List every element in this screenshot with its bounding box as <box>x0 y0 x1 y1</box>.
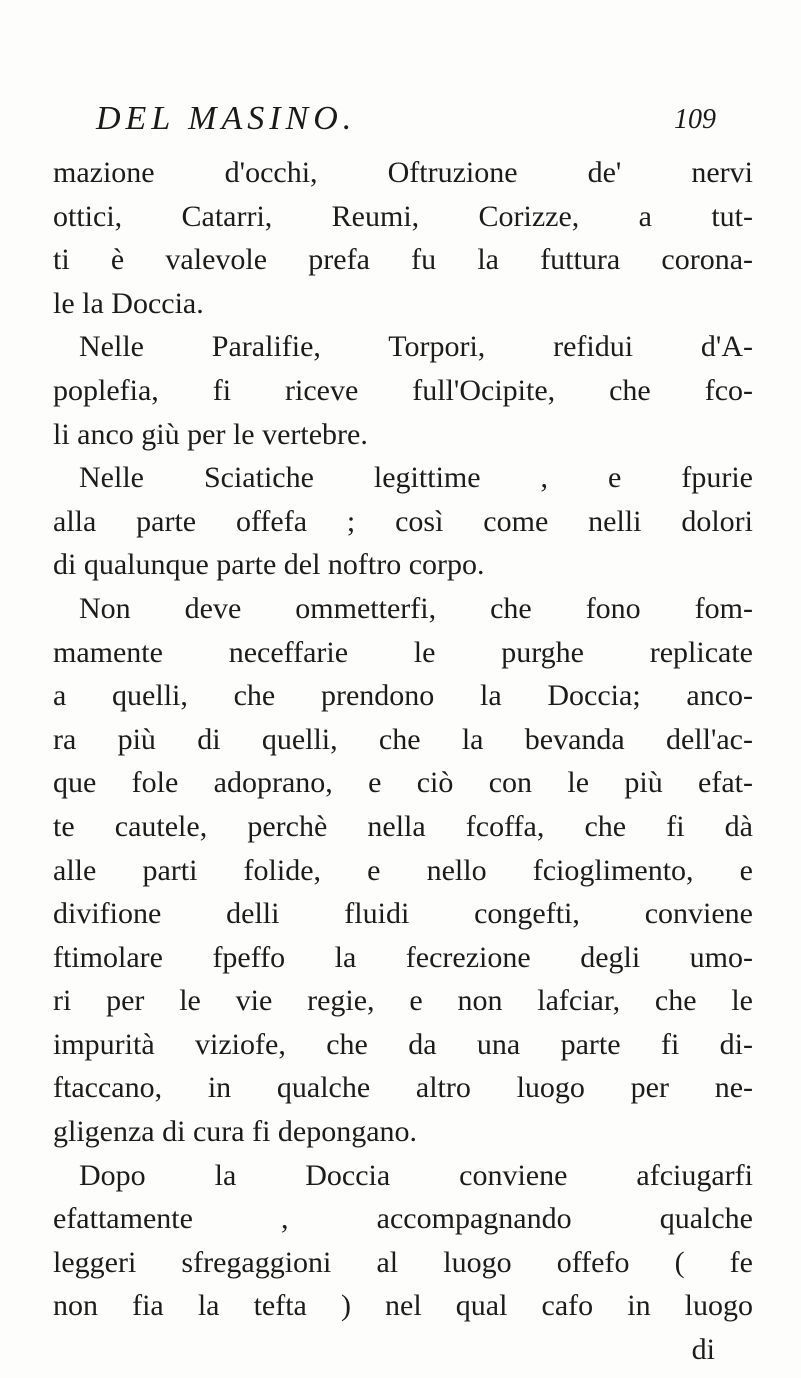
text-line: ottici, Catarri, Reumi, Corizze, a tut- <box>53 199 753 233</box>
catchword: di <box>691 1333 715 1367</box>
paragraph-start-line: Nelle Sciatiche legittime , e fpurie <box>79 461 753 495</box>
text-line: ftaccano, in qualche altro luogo per ne- <box>53 1071 753 1105</box>
page-number: 109 <box>674 104 716 135</box>
text-line: alla parte offefa ; così come nelli dolori <box>53 504 753 538</box>
text-line: ra più di quelli, che la bevanda dell'ac- <box>53 722 753 756</box>
text-line: divifione delli fluidi congefti, conviene <box>53 897 753 931</box>
text-line: te cautele, perchè nella fcoffa, che fi dà <box>53 809 753 843</box>
paragraph-start-line: Non deve ommetterfi, che fono fom- <box>79 591 753 625</box>
text-line: le la Doccia. <box>53 286 204 320</box>
page-header <box>96 100 716 152</box>
text-line: ftimolare fpeffo la fecrezione degli umo- <box>53 940 753 974</box>
text-line: ti è valevole prefa fu la futtura corona- <box>53 243 753 277</box>
text-line: li anco giù per le vertebre. <box>53 417 368 451</box>
text-line: impurità viziofe, che da una parte fi di- <box>53 1027 753 1061</box>
text-line: mamente neceffarie le purghe replicate <box>53 635 753 669</box>
paragraph-start-line: Dopo la Doccia conviene afciugarfi <box>79 1158 753 1192</box>
text-line: leggeri sfregaggioni al luogo offefo ( fe <box>53 1245 753 1279</box>
text-line: ri per le vie regie, e non lafciar, che le <box>53 984 753 1018</box>
text-line: a quelli, che prendono la Doccia; anco- <box>53 679 753 713</box>
text-line: mazione d'occhi, Oftruzione de' nervi <box>53 156 753 189</box>
text-line: di qualunque parte del noftro corpo. <box>53 548 485 582</box>
text-line: que fole adoprano, e ciò con le più efat- <box>53 766 753 800</box>
running-title: DEL MASINO. <box>96 100 357 137</box>
text-line: poplefia, fi riceve full'Ocipite, che fco- <box>53 373 753 407</box>
text-line: alle parti folide, e nello fcioglimento, e <box>53 853 753 887</box>
text-line: efattamente , accompagnando qualche <box>53 1202 753 1236</box>
text-line: non fia la tefta ) nel qual cafo in luogo <box>53 1289 753 1323</box>
paragraph-start-line: Nelle Paralifie, Torpori, refidui d'A- <box>79 330 753 364</box>
body-text <box>53 151 753 1372</box>
text-line: gligenza di cura fi depongano. <box>53 1115 418 1149</box>
